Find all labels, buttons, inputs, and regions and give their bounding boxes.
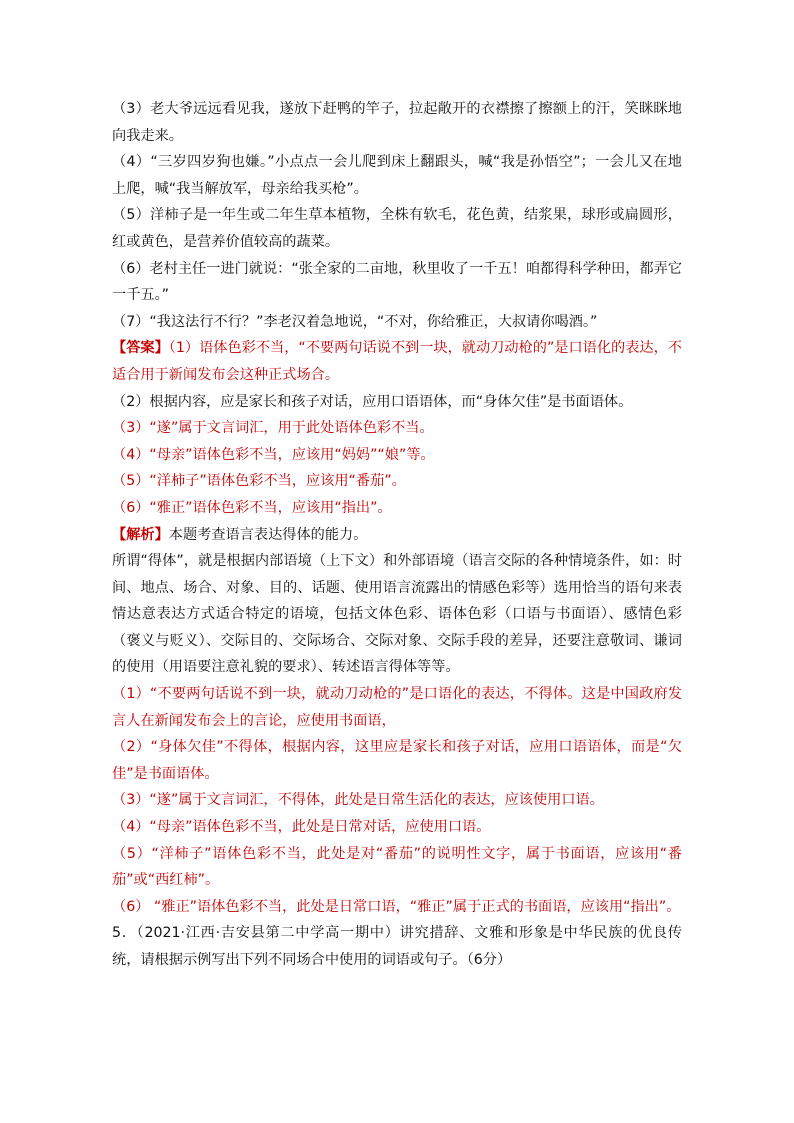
analysis-tag: 【解析】 (112, 526, 169, 543)
answer-1: （1）语体色彩不当，“不要两句话说不到一块，就动刀动枪的”是口语化的表达，不适合用于新闻发布会这种正式场合。 (112, 340, 682, 383)
item-4: （4）“三岁四岁狗也嫌。”小点点一会儿爬到床上翻跟头，喊“我是孙悟空”；一会儿又在地上爬，喊“我当解放军，母亲给我买枪”。 (112, 154, 682, 197)
analysis-2: （2）“身体欠佳”不得体，根据内容，这里应是家长和孩子对话，应用口语语体，而是“欠佳”是书面语体。 (112, 739, 682, 782)
item-7: （7）“我这法行不行？”李老汉着急地说，“不对，你给雅正，大叔请你喝酒。” (112, 313, 598, 330)
analysis-1: （1）“不要两句话说不到一块，就动刀动枪的”是口语化的表达，不得体。这是中国政府发言人在新闻发布会上的言论，应使用书面语， (112, 686, 682, 729)
analysis-head (112, 522, 682, 549)
item-3: （3）老大爷远远看见我，遂放下赶鸭的竿子，拉起敞开的衣襟擦了擦额上的汗，笑眯眯地向我走来。 (112, 101, 682, 144)
analysis-5: （5）“洋柿子”语体色彩不当，此处是对“番茄”的说明性文字，属于书面语，应该用“番茄”或“西红柿”。 (112, 845, 682, 889)
analysis-3: （3）“遂”属于文言词汇，不得体，此处是日常生活化的表达，应该使用口语。 (112, 792, 604, 809)
answer-2: （2）根据内容，应是家长和孩子对话，应用口语语体，而“身体欠佳”是书面语体。 (112, 393, 633, 410)
item-5: （5）洋柿子是一年生或二年生草本植物，全株有软毛，花色黄，结浆果，球形或扁圆形，红或黄色，是营养价值较高的蔬菜。 (112, 207, 682, 250)
answer-first (112, 335, 682, 388)
question-5: 5．（2021·江西·吉安县第二中学高一期中）讲究措辞、文雅和形象是中华民族的优良传统，请根据示例写出下列不同场合中使用的词语或句子。（6分） (112, 925, 682, 968)
analysis-intro: 本题考查语言表达得体的能力。 (168, 526, 368, 543)
answer-4: （4）“母亲”语体色彩不当，应该用“妈妈”“娘”等。 (112, 446, 435, 463)
analysis-4: （4）“母亲”语体色彩不当，此处是日常对话，应使用口语。 (112, 819, 491, 836)
document-page (112, 96, 682, 974)
analysis-body: 所谓“得体”，就是根据内部语境（上下文）和外部语境（语言交际的各种情境条件，如：时间、地点、场合、对象、目的、话题、使用语言流露出的情感色彩等）选用恰当的语句来表情达意表达方式适合特定的语境，包括文体色彩、语体色彩（口语与书面语）、感情色彩（褒义与贬义）、交际目的、交际场合、交际对象、交际手段的差异，还要注意敬词、谦词的使用（用语要注意礼貌的要求）、转述语言得体等等。 (112, 553, 682, 676)
answer-tag: 【答案】 (112, 340, 169, 357)
answer-3: （3）“遂”属于文言词汇，用于此处语体色彩不当。 (112, 420, 434, 437)
answer-5: （5）“洋柿子”语体色彩不当，应该用“番茄”。 (112, 473, 406, 490)
item-6: （6）老村主任一进门就说：“张全家的二亩地，秋里收了一千五！咱都得科学种田，都弄它一千五。” (112, 260, 682, 304)
analysis-6: （6） “雅正”语体色彩不当，此处是日常口语，“雅正”属于正式的书面语，应该用“指出”。 (112, 898, 681, 915)
answer-6: （6）“雅正”语体色彩不当，应该用“指出”。 (112, 499, 392, 516)
